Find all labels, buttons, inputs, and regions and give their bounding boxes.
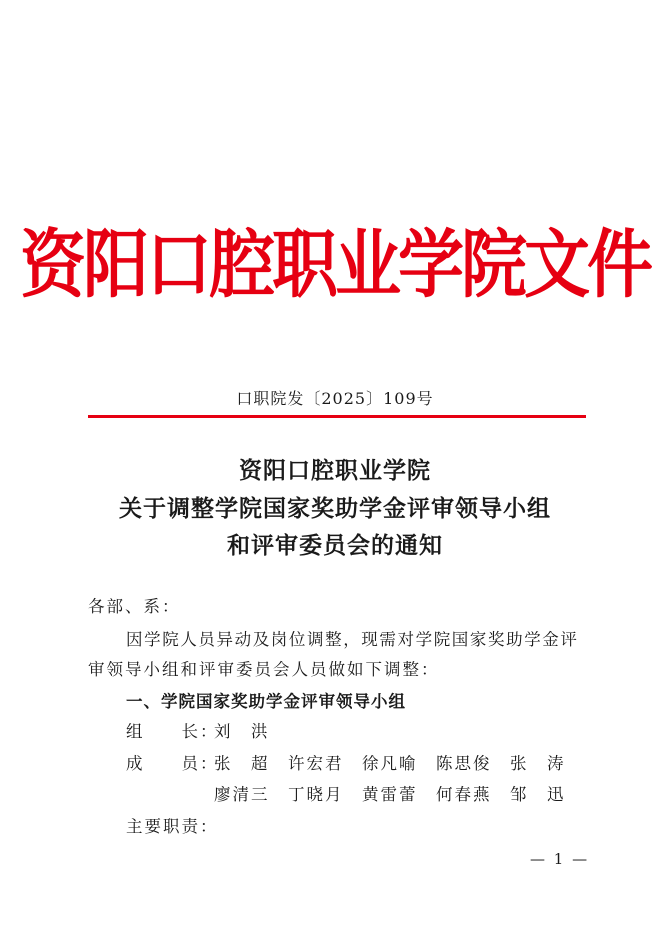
paragraph-1-line-1: 因学院人员异动及岗位调整，现需对学院国家奖助学金评: [126, 630, 579, 649]
paragraph-1-line-2: 审领导小组和评审委员会人员做如下调整：: [88, 660, 440, 679]
page-number: — 1 —: [530, 850, 590, 868]
document-masthead: 资阳口腔职业学院文件: [20, 220, 650, 309]
members-label: 成 员：: [126, 754, 219, 773]
salutation: 各部、系：: [88, 597, 181, 616]
leader-label: 组 长：: [126, 722, 219, 741]
members-row-1: 张 超 许宏君 徐凡喻 陈思俊 张 涛: [214, 754, 566, 773]
title-line-2: 关于调整学院国家奖助学金评审领导小组: [119, 495, 551, 522]
leader-name: 刘 洪: [214, 722, 270, 741]
red-divider-line: [88, 415, 586, 418]
document-number: 口职院发〔2025〕109号: [236, 389, 434, 408]
section-1-heading: 一、学院国家奖助学金评审领导小组: [126, 692, 406, 711]
title-line-1: 资阳口腔职业学院: [239, 457, 431, 484]
title-line-3: 和评审委员会的通知: [227, 532, 443, 559]
duties-label: 主要职责：: [126, 817, 219, 836]
members-row-2: 廖清三 丁晓月 黄雷蕾 何春燕 邹 迅: [214, 785, 566, 804]
